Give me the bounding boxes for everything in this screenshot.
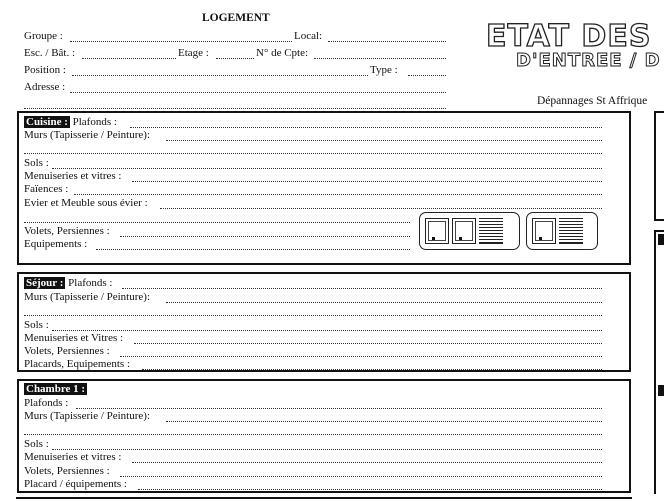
chambre1-murs-field-2[interactable] [24,424,602,435]
chambre1-menuiseries-field[interactable] [132,452,602,463]
cuisine-faiences-field[interactable] [74,184,602,195]
sejour-sols-field[interactable] [52,320,602,331]
cuisine-tag: Cuisine : [26,116,68,128]
shutter-icon [559,218,583,244]
esc-bat-field[interactable] [82,48,176,59]
groupe-field[interactable] [70,31,292,42]
cuisine-plafonds-label: Plafonds : [72,116,117,128]
num-cpte-field[interactable] [314,48,446,59]
groupe-label: Groupe : [24,30,63,42]
cuisine-volets-label: Volets, Persiennes : [24,225,110,237]
sejour-placards-field[interactable] [142,359,602,370]
double-window-shutter-icon [419,212,520,250]
chambre1-tag: Chambre 1 : [26,383,86,395]
cuisine-volets-field[interactable] [120,226,410,237]
chambre1-placard-label: Placard / équipements : [24,478,127,490]
sejour-murs-label: Murs (Tapisserie / Peinture): [24,291,151,303]
chambre1-volets-field[interactable] [120,466,602,477]
position-field[interactable] [72,65,368,76]
single-window-shutter-icon [526,212,598,250]
window-pane-icon [425,218,449,244]
esc-bat-label: Esc. / Bât. : [24,47,76,59]
sejour-plafonds-label: Plafonds : [68,277,113,289]
chambre1-sols-label: Sols : [24,438,49,450]
cuisine-murs-label: Murs (Tapisserie / Peinture): [24,129,151,141]
right-section-2-tag [658,234,664,245]
right-section-2 [654,230,664,494]
window-pane-icon [452,218,476,244]
cuisine-plafonds-field[interactable] [130,117,602,128]
chambre1-plafonds-label: Plafonds : [24,397,69,409]
right-section-1 [654,111,664,221]
chambre1-volets-label: Volets, Persiennes : [24,465,110,477]
sejour-placards-label: Placards, Equipements : [24,358,131,370]
type-label: Type : [370,64,398,76]
sejour-sols-label: Sols : [24,319,49,331]
sejour-plafonds-field[interactable] [122,278,602,289]
num-cpte-label: N° de Cpte: [256,47,309,59]
sejour-plafonds-row [24,277,112,290]
adresse-label: Adresse : [24,81,66,93]
sejour-murs-field-2[interactable] [24,305,602,316]
sejour-menuiseries-field[interactable] [134,333,602,344]
chambre1-menuiseries-label: Menuiseries et vitres : [24,451,122,463]
cuisine-menuiseries-label: Menuiseries et vitres : [24,170,122,182]
etage-label: Etage : [178,47,209,59]
logement-title: LOGEMENT [202,12,270,24]
cuisine-murs-field-2[interactable] [24,143,602,154]
cuisine-evier-field-2[interactable] [24,212,410,223]
chambre1-sols-field[interactable] [52,439,602,450]
local-field[interactable] [328,31,446,42]
sejour-menuiseries-label: Menuiseries et Vitres : [24,332,124,344]
adresse-field-2[interactable] [24,98,446,109]
document-title: ETAT DES [486,19,652,54]
position-label: Position : [24,64,66,76]
document-subtitle: D'ENTREE / D [516,50,661,71]
cuisine-sols-field[interactable] [52,158,602,169]
right-section-3-tag [658,385,664,396]
company-name: Dépannages St Affrique [537,95,648,107]
etage-field[interactable] [216,48,254,59]
cuisine-equipements-field[interactable] [96,239,410,250]
cuisine-evier-field[interactable] [160,198,602,209]
cuisine-evier-label: Evier et Meuble sous évier : [24,197,148,209]
sejour-tag: Séjour : [26,277,64,289]
type-field[interactable] [408,65,446,76]
cuisine-murs-field[interactable] [166,130,602,141]
cuisine-faiences-label: Faïences : [24,183,69,195]
chambre1-plafonds-field[interactable] [76,398,602,409]
chambre1-tag-row [24,383,87,396]
cuisine-equipements-label: Equipements : [24,238,88,250]
window-pane-icon [532,218,556,244]
cuisine-sols-label: Sols : [24,157,49,169]
local-label: Local: [294,30,323,42]
shutter-icon [479,218,503,244]
sejour-murs-field[interactable] [166,292,602,303]
cuisine-menuiseries-field[interactable] [132,171,602,182]
chambre1-murs-label: Murs (Tapisserie / Peinture): [24,410,151,422]
sejour-volets-label: Volets, Persiennes : [24,345,110,357]
sejour-volets-field[interactable] [120,346,602,357]
cuisine-plafonds-row [24,116,117,129]
chambre1-murs-field[interactable] [166,411,602,422]
chambre1-placard-field[interactable] [138,479,602,490]
adresse-field[interactable] [70,82,446,93]
